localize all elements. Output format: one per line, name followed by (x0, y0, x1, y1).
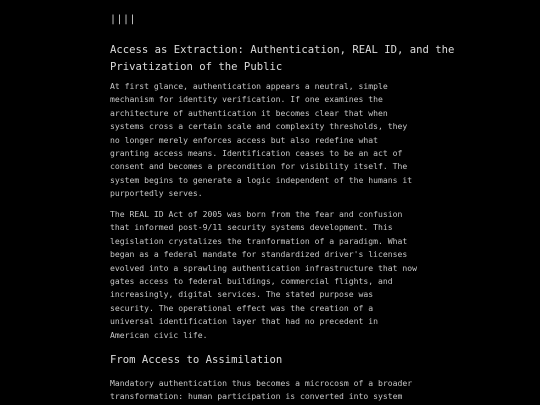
article-title (110, 42, 530, 75)
paragraph-line: evolved into a sprawling authentication infrastructure that now (110, 262, 417, 273)
paragraph-line: security. The operational effect was the creation of a (110, 302, 374, 313)
paragraph-line: system begins to generate a logic independent of the humans it (110, 174, 413, 185)
paragraph-line: mechanism for identity verification. If one examines the (110, 94, 383, 105)
article-title-line: Access as Extraction: Authentication, REAL ID, and the (110, 44, 455, 56)
nav-marks[interactable]: |||| (110, 14, 137, 25)
article-title-line: Privatization of the Public (110, 60, 283, 73)
paragraph-line: that informed post-9/11 security systems development. This (110, 222, 393, 233)
section-heading: From Access to Assimilation (110, 354, 283, 366)
paragraph-line: no longer merely enforces access but also redefine what (110, 134, 379, 145)
paragraph-line: architecture of authentication it becomes clear that when (110, 107, 388, 118)
paragraph-line: increasingly, digital services. The stated purpose was (110, 289, 374, 300)
paragraph-line: At first glance, authentication appears a neutral, simple (110, 81, 388, 91)
paragraph-line: purportedly serves. (110, 188, 203, 199)
paragraph-line: transformation: human participation is converted into system (110, 391, 403, 402)
paragraph-line: The REAL ID Act of 2005 was born from the fear and confusion (110, 209, 403, 219)
paragraph-line: consent and becomes a precondition for visibility itself. The (110, 161, 408, 172)
paragraph-line: legislation crystalizes the tranformation of a paradigm. What (110, 235, 408, 246)
paragraph-line: granting access means. Identification ceases to be an act of (110, 148, 403, 159)
paragraph-line: gates access to federal buildings, commercial flights, and (110, 276, 393, 287)
paragraph (110, 80, 530, 201)
paragraph-line: systems cross a certain scale and complexity thresholds, they (110, 121, 408, 132)
paragraph-line: Mandatory authentication thus becomes a microcosm of a broader (110, 378, 413, 388)
paragraph (110, 377, 530, 404)
paragraph-line: American civic life. (110, 329, 208, 340)
paragraph-line: began as a federal mandate for standardized driver's licenses (110, 249, 408, 260)
paragraph (110, 208, 530, 342)
paragraph-line: universal identification layer that had no precedent in (110, 316, 379, 327)
